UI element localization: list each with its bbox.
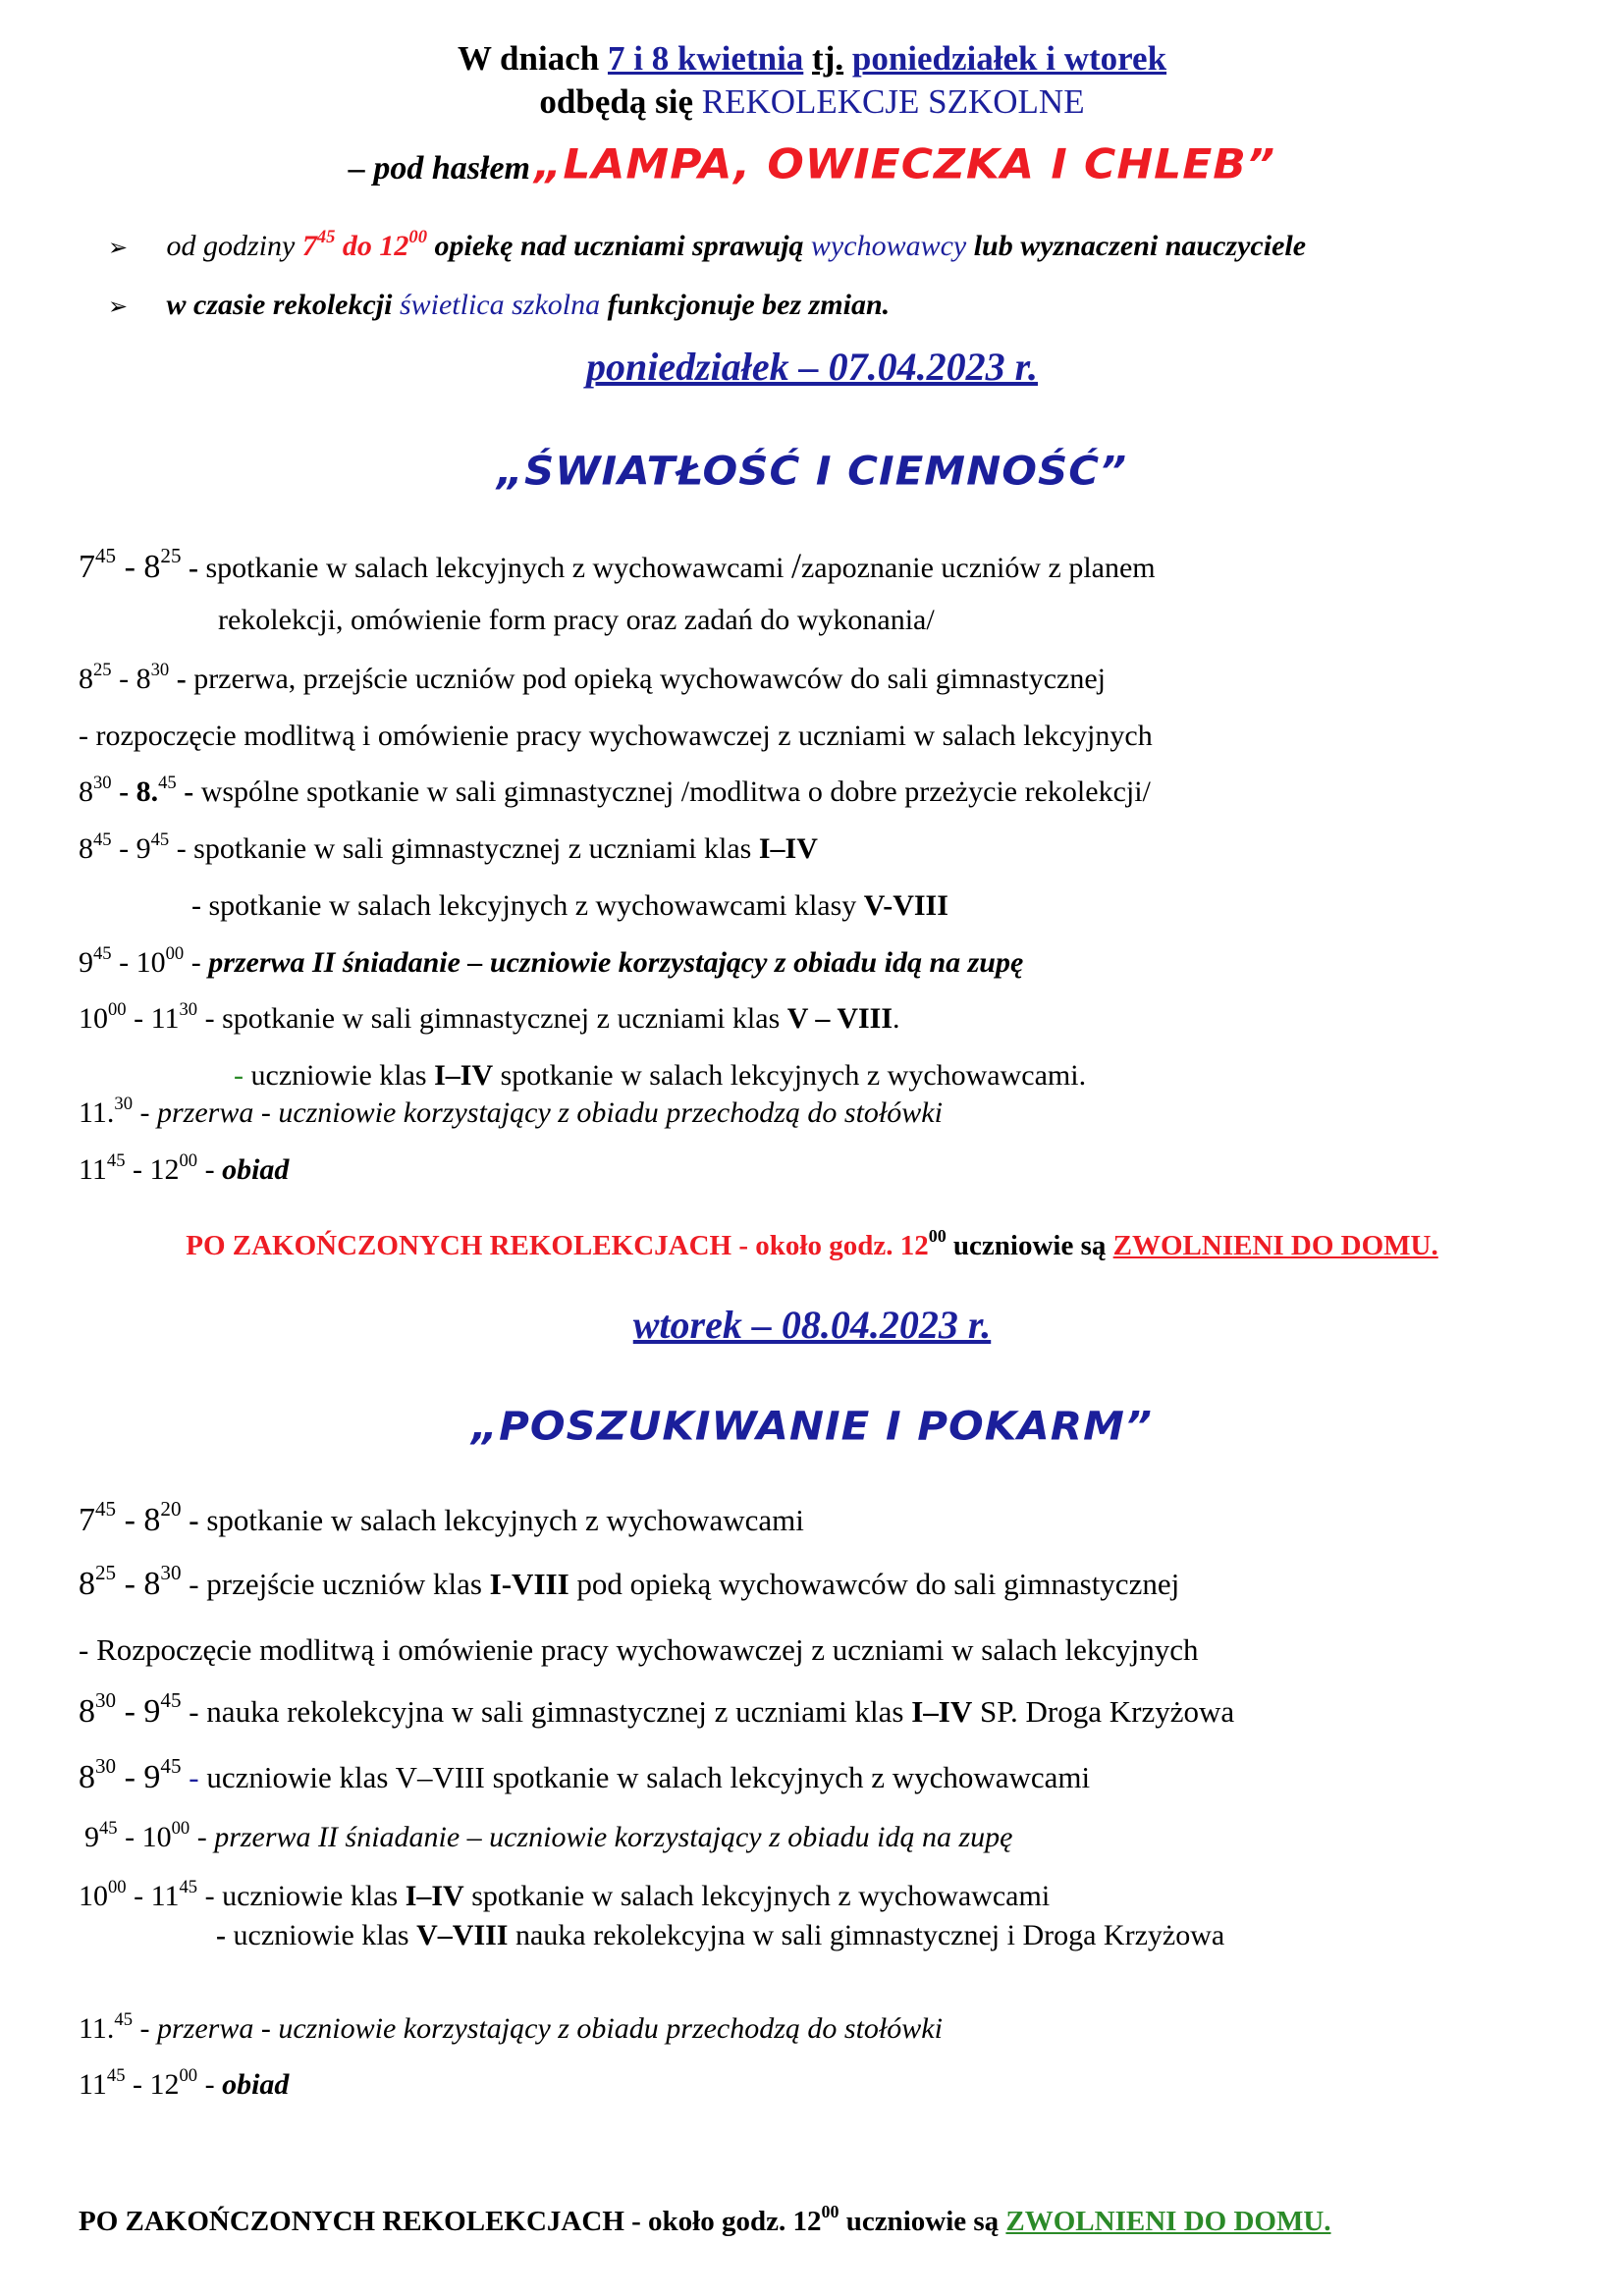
day1-theme: „ŚWIATŁOŚĆ I CIEMNOŚĆ” — [496, 448, 1128, 494]
day2-row-5: $8^{30} - 9^{45}$ - uczniowie klas V–VIII spotkanie w salach lekcyjnych z wychowawcami — [79, 1754, 1091, 1795]
day2-released-label: ZWOLNIENI DO DOMU. — [1005, 2206, 1331, 2237]
day1-row-5b: - spotkanie w salach lekcyjnych z wychowawcami klasy V-VIII — [191, 889, 948, 922]
bullet-day-room: ➢ w czasie rekolekcji świetlica szkolna funkcjonuje bez zmian. — [108, 289, 891, 321]
day1-date: poniedziałek – 07.04.2023 r. — [585, 345, 1039, 389]
arrow-bullet-icon: ➢ — [108, 234, 129, 261]
day1-row-7: $10^{00} - 11^{30}$ - spotkanie w sali gimnastycznej z uczniami klas V – VIII. — [79, 998, 900, 1035]
day2-row-7: $10^{00} - 11^{45}$ - uczniowie klas I–IV spotkanie w salach lekcyjnych z wychowawcami — [79, 1876, 1051, 1912]
day1-row-7b: - uczniowie klas I–IV spotkanie w salach lekcyjnych z wychowawcami. — [234, 1059, 1087, 1092]
day1-released-label: ZWOLNIENI DO DOMU. — [1112, 1230, 1438, 1261]
day2-theme: „POSZUKIWANIE I POKARM” — [471, 1403, 1153, 1449]
day1-row-1b: rekolekcji, omówienie form pracy oraz zadań do wykonania/ — [218, 604, 935, 636]
day2-final-note: PO ZAKOŃCZONYCH REKOLEKCJACH - około godz. $12^{00}$ uczniowie są ZWOLNIENI DO DOMU. — [79, 2202, 1331, 2237]
day2-theme-wrap — [0, 1402, 1624, 1450]
header-days: poniedziałek i wtorek — [851, 39, 1167, 78]
day2-row-7b: - uczniowie klas V–VIII nauka rekolekcyjna w sali gimnastycznej i Droga Krzyżowa — [216, 1919, 1225, 1951]
header-event: REKOLEKCJE SZKOLNE — [701, 82, 1085, 121]
day1-row-6: $9^{45} - 10^{00}$ - przerwa II śniadanie – uczniowie korzystający z obiadu idą na zupę — [79, 942, 1024, 979]
day2-date: wtorek – 08.04.2023 r. — [632, 1303, 992, 1347]
header-line-3: – pod hasłem „LAMPA, OWIECZKA I CHLEB” — [348, 140, 1276, 188]
day1-row-4: $8^{30} - 8.45$ - wspólne spotkanie w sali gimnastycznej /modlitwa o dobre przeżycie rekolekcji/ — [79, 772, 1151, 808]
day1-final-note: PO ZAKOŃCZONYCH REKOLEKCJACH - około godz. $12^{00}$ uczniowie są ZWOLNIENI DO DOMU. — [186, 1226, 1438, 1261]
day1-row-1: $7^{45} - 8^{25}$ - spotkanie w salach lekcyjnych z wychowawcami /zapoznanie uczniów z planem — [79, 544, 1156, 585]
bullet-care: ➢ od godziny $7^{45}$ do $12^{00}$ opiekę nad uczniami sprawują wychowawcy lub wyznaczeni nauczyciele — [108, 226, 1307, 262]
header-dates: 7 i 8 kwietnia — [607, 39, 804, 78]
header-line-2: odbędą się REKOLEKCJE SZKOLNE — [539, 82, 1085, 121]
day1-row-9: $11^{45} - 12^{00}$ - obiad — [79, 1149, 290, 1186]
day2-row-1: $7^{45} - 8^{20}$ - spotkanie w salach lekcyjnych z wychowawcami — [79, 1497, 804, 1538]
day2-row-6: $9^{45} - 10^{00}$ - przerwa II śniadanie – uczniowie korzystający z obiadu idą na zupę — [84, 1817, 1013, 1853]
day2-row-8: 11.45 - przerwa - uczniowie korzystający z obiadu przechodzą do stołówki — [79, 2008, 943, 2045]
day1-row-3: - rozpoczęcie modlitwą i omówienie pracy wychowawczej z uczniami w salach lekcyjnych — [79, 720, 1153, 752]
day2-row-3: - Rozpoczęcie modlitwą i omówienie pracy wychowawczej z uczniami w salach lekcyjnych — [79, 1632, 1199, 1667]
day1-row-2: $8^{25} - 8^{30}$ - przerwa, przejście uczniów pod opieką wychowawców do sali gimnastycznej — [79, 659, 1107, 695]
day2-row-9: $11^{45} - 12^{00}$ - obiad — [79, 2064, 290, 2101]
day1-row-5: $8^{45} - 9^{45}$ - spotkanie w sali gimnastycznej z uczniami klas I–IV — [79, 828, 818, 865]
day2-row-2: $8^{25} - 8^{30}$ - przejście uczniów klas I-VIII pod opieką wychowawców do sali gimnastycznej — [79, 1561, 1180, 1602]
day1-row-8: 11.30 - przerwa - uczniowie korzystający z obiadu przechodzą do stołówki — [79, 1093, 943, 1129]
header-line-1: W dniach 7 i 8 kwietnia tj. poniedziałek i wtorek — [457, 39, 1167, 78]
arrow-bullet-icon: ➢ — [108, 293, 129, 320]
motto: „LAMPA, OWIECZKA I CHLEB” — [534, 140, 1276, 188]
day1-theme-wrap — [0, 447, 1624, 495]
day2-row-4: $8^{30} - 9^{45}$ - nauka rekolekcyjna w sali gimnastycznej z uczniami klas I–IV SP. Droga Krzyżowa — [79, 1688, 1235, 1730]
